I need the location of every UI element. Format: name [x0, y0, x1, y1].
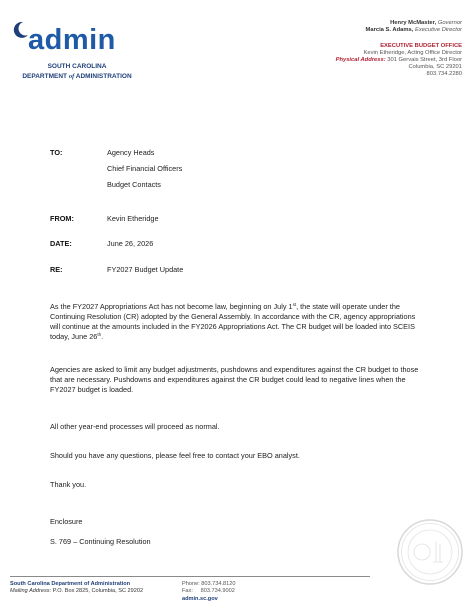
acting-director: Kevin Etheridge, Acting Office Director — [363, 50, 462, 56]
footer-divider — [10, 576, 370, 577]
subject-value: FY2027 Budget Update — [107, 265, 184, 274]
footer-website-link[interactable]: admin.sc.gov — [182, 595, 218, 602]
closing: Thank you. — [50, 480, 87, 489]
footer-org: South Carolina Department of Administration — [10, 581, 131, 587]
director-line: Marcia S. Adams, Executive Director — [365, 27, 462, 33]
office-phone: 803.734.2280 — [426, 71, 462, 77]
physical-address: Physical Address: 301 Gervais Street, 3rd Floor — [335, 57, 462, 63]
paragraph-continuing-resolution: As the FY2027 Appropriations Act has not become law, beginning on July 1st, the state will operate under the Continuing Resolution (CR) adopted by the General Assembly. In accordance with the CR, agency appropriations will continue at the amounts included in the FY2026 Appropriations Act. The CR budget will be loaded into SCEIS today, June 26th. — [50, 302, 416, 341]
to-recipient: Agency Heads — [107, 148, 155, 157]
footer-mailing: Mailing Address: P.O. Box 2825, Columbia, SC 29202 — [10, 588, 144, 595]
footer-fax: Fax: 803.734.9002 — [182, 588, 235, 595]
logo-wordmark: admin — [28, 24, 116, 56]
paragraph-budget-adjustments: Agencies are asked to limit any budget adjustments, pushdowns and expenditures against the CR budget to those that are necessary. Pushdowns and expenditures against the CR budget could lead to negative lines when the FY2027 budget is loaded. — [50, 365, 419, 394]
date-label: DATE: — [50, 239, 72, 248]
office-name: EXECUTIVE BUDGET OFFICE — [380, 43, 462, 49]
enclosure-item: S. 769 – Continuing Resolution — [50, 537, 151, 546]
to-label: TO: — [50, 148, 63, 157]
to-recipient: Chief Financial Officers — [107, 164, 183, 173]
subject-label: RE: — [50, 265, 63, 274]
paragraph-questions: Should you have any questions, please feel free to contact your EBO analyst. — [50, 451, 300, 460]
to-recipient: Budget Contacts — [107, 180, 161, 189]
city-line: Columbia, SC 29201 — [408, 64, 462, 70]
footer-contact-block — [182, 581, 236, 603]
enclosure-label: Enclosure — [50, 517, 83, 526]
paragraph-year-end: All other year-end processes will proceed as normal. — [50, 422, 220, 431]
logo-department-line: DEPARTMENT of ADMINISTRATION — [22, 73, 132, 80]
from-value: Kevin Etheridge — [107, 214, 159, 223]
footer-phone: Phone: 803.734.8120 — [182, 581, 236, 587]
state-seal-watermark — [396, 518, 464, 586]
crescent-moon-icon — [10, 20, 30, 40]
logo-state-line: SOUTH CAROLINA — [47, 63, 107, 70]
footer-org-block — [10, 581, 143, 596]
governor-line: Henry McMaster, Governor — [390, 20, 462, 26]
date-value: June 26, 2026 — [107, 239, 154, 248]
from-label: FROM: — [50, 214, 74, 223]
